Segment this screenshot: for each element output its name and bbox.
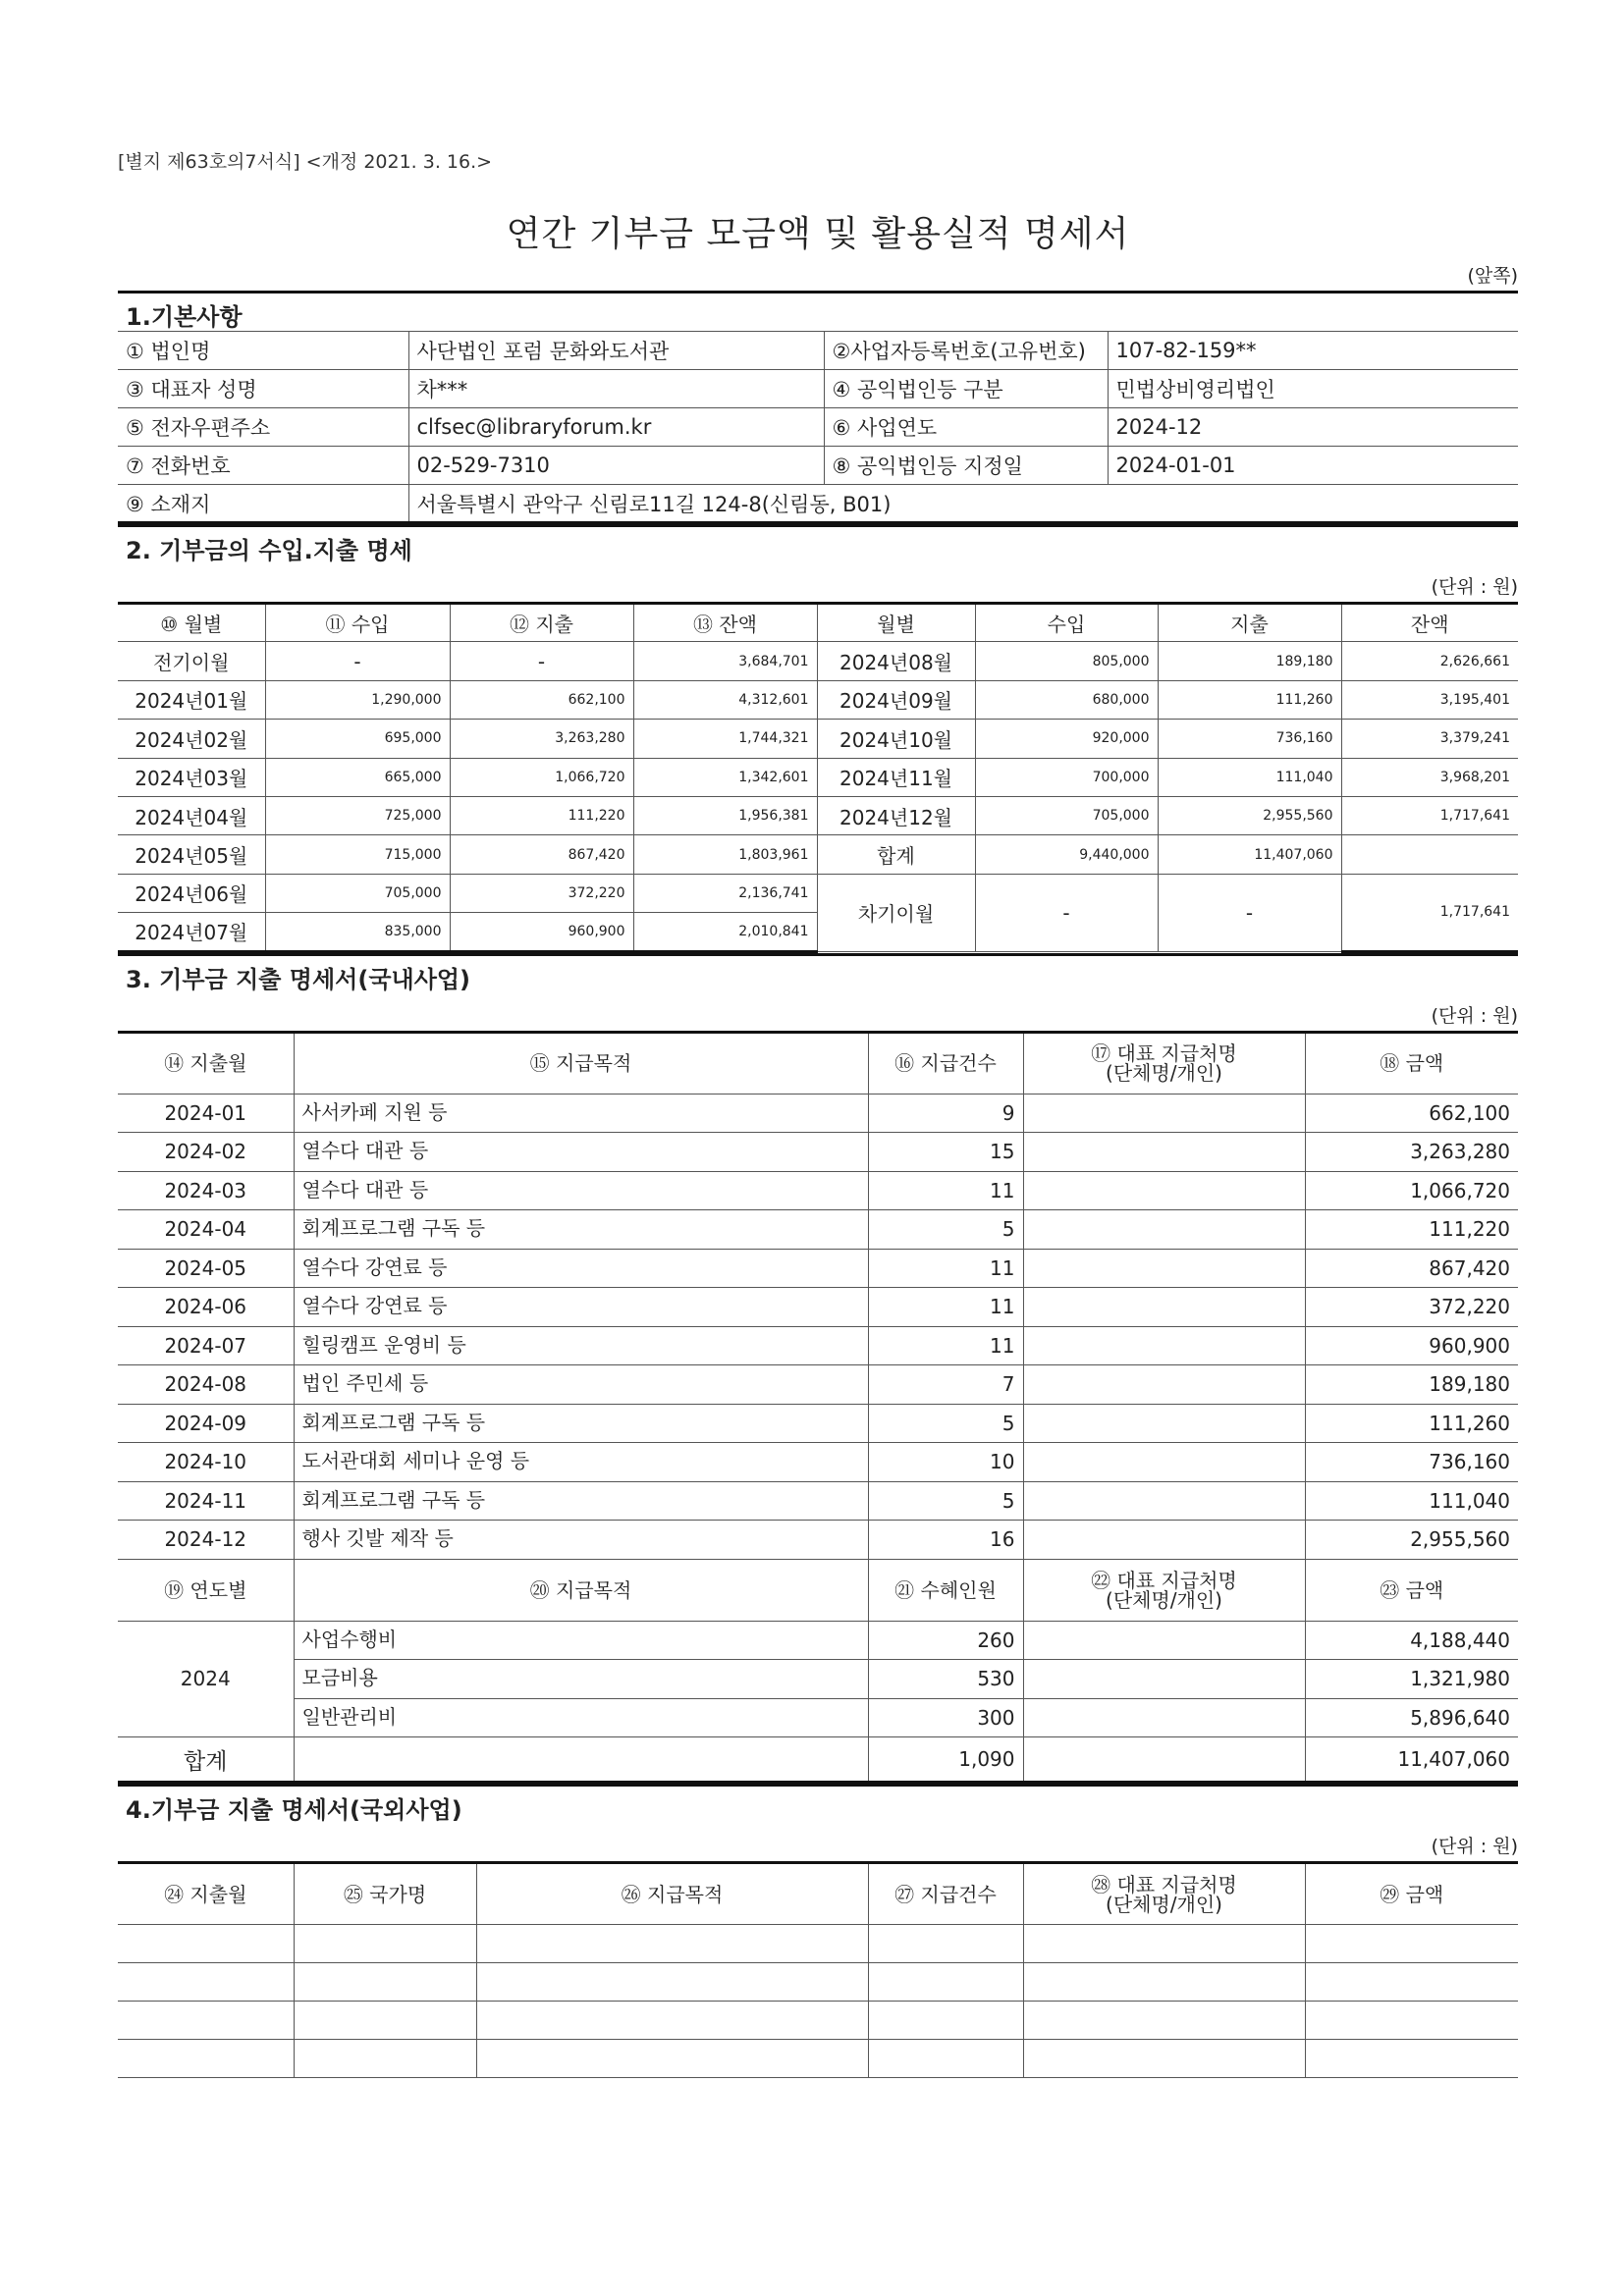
basic-info-row — [118, 370, 1518, 408]
field-value: 민법상비영리법인 — [1108, 370, 1518, 408]
purpose-cell: 일반관리비 — [294, 1698, 868, 1737]
balance-cell: 3,195,401 — [1341, 680, 1518, 719]
payee-cell — [1023, 1249, 1305, 1288]
balance-cell: 2,626,661 — [1341, 642, 1518, 680]
empty-cell — [1023, 2040, 1305, 2078]
column-header: 지출 — [1158, 604, 1341, 642]
month-cell: 2024-01 — [118, 1094, 294, 1133]
income-cell: - — [975, 874, 1158, 951]
income-cell: 695,000 — [265, 720, 450, 758]
address-value: 서울특별시 관악구 신림로11길 124-8(신림동, B01) — [408, 485, 1518, 523]
income-cell: 9,440,000 — [975, 835, 1158, 874]
amount-cell: 662,100 — [1305, 1094, 1518, 1133]
income-cell: 1,290,000 — [265, 680, 450, 719]
overseas-expense-table — [118, 1861, 1518, 2078]
table-header-row — [118, 1032, 1518, 1094]
basic-info-row — [118, 332, 1518, 370]
purpose-cell: 회계프로그램 구독 등 — [294, 1404, 868, 1443]
month-cell: 2024-07 — [118, 1326, 294, 1365]
empty-cell — [1305, 1963, 1518, 2002]
month-cell: 2024-06 — [118, 1288, 294, 1327]
total-row — [118, 1737, 1518, 1783]
income-cell: 705,000 — [265, 874, 450, 912]
column-header: ㉕ 국가명 — [294, 1863, 476, 1925]
balance-cell: 1,744,321 — [633, 720, 817, 758]
balance-cell: 2,010,841 — [633, 913, 817, 951]
payee-cell — [1023, 1404, 1305, 1443]
field-value: 107-82-159** — [1108, 332, 1518, 370]
page-title: 연간 기부금 모금액 및 활용실적 명세서 — [506, 214, 1130, 254]
empty-cell — [294, 1737, 868, 1783]
purpose-cell: 사서카페 지원 등 — [294, 1094, 868, 1133]
column-header: ⑪ 수입 — [265, 604, 450, 642]
table-row — [118, 1698, 1518, 1737]
month-cell: 2024년07월 — [118, 913, 265, 951]
basic-info-row — [118, 447, 1518, 485]
basic-info-table — [118, 331, 1518, 524]
payee-cell — [1023, 1171, 1305, 1210]
month-cell: 2024년04월 — [118, 796, 265, 834]
column-header: ㉘ 대표 지급처명 (단체명/개인) — [1023, 1863, 1305, 1925]
amount-cell: 960,900 — [1305, 1326, 1518, 1365]
column-header: ㉓ 금액 — [1305, 1559, 1518, 1621]
income-cell: 805,000 — [975, 642, 1158, 680]
empty-cell — [868, 2040, 1023, 2078]
balance-cell: 2,136,741 — [633, 874, 817, 912]
amount-cell: 111,040 — [1305, 1481, 1518, 1521]
balance-cell: 3,968,201 — [1341, 758, 1518, 796]
month-cell: 2024년12월 — [817, 796, 975, 834]
month-cell: 2024-02 — [118, 1133, 294, 1172]
month-cell: 2024-10 — [118, 1443, 294, 1482]
count-cell: 260 — [868, 1621, 1023, 1660]
payee-cell — [1023, 1481, 1305, 1521]
month-cell: 2024-08 — [118, 1365, 294, 1405]
payee-cell — [1023, 1521, 1305, 1560]
count-cell: 530 — [868, 1660, 1023, 1699]
section4-unit: (단위 : 원) — [1431, 1836, 1518, 1858]
month-cell: 2024년05월 — [118, 835, 265, 874]
purpose-cell: 법인 주민세 등 — [294, 1365, 868, 1405]
total-label: 합계 — [118, 1737, 294, 1783]
income-cell: 725,000 — [265, 796, 450, 834]
count-cell: 300 — [868, 1698, 1023, 1737]
purpose-cell: 열수다 대관 등 — [294, 1171, 868, 1210]
balance-cell — [1341, 835, 1518, 874]
expense-cell: 111,220 — [450, 796, 633, 834]
basic-info-row — [118, 485, 1518, 523]
column-header: ㉗ 지급건수 — [868, 1863, 1023, 1925]
field-label: ④ 공익법인등 구분 — [824, 370, 1108, 408]
month-cell: 전기이월 — [118, 642, 265, 680]
column-header: ⑰ 대표 지급처명 (단체명/개인) — [1023, 1032, 1305, 1094]
payee-cell — [1023, 1443, 1305, 1482]
expense-cell: 189,180 — [1158, 642, 1341, 680]
purpose-cell: 열수다 대관 등 — [294, 1133, 868, 1172]
empty-cell — [868, 1925, 1023, 1963]
count-cell: 5 — [868, 1481, 1023, 1521]
table-row — [118, 1621, 1518, 1660]
balance-cell: 3,684,701 — [633, 642, 817, 680]
column-header: ⑯ 지급건수 — [868, 1032, 1023, 1094]
year-cell: 2024 — [118, 1621, 294, 1737]
payee-cell — [1023, 1365, 1305, 1405]
field-label: ⑧ 공익법인등 지정일 — [824, 447, 1108, 485]
count-cell: 9 — [868, 1094, 1023, 1133]
table-row — [118, 680, 1518, 719]
empty-cell — [118, 1925, 294, 1963]
month-cell: 2024-12 — [118, 1521, 294, 1560]
field-label: ②사업자등록번호(고유번호) — [824, 332, 1108, 370]
income-cell: 920,000 — [975, 720, 1158, 758]
balance-cell: 4,312,601 — [633, 680, 817, 719]
balance-cell: 1,956,381 — [633, 796, 817, 834]
month-cell: 2024년03월 — [118, 758, 265, 796]
month-cell: 2024년11월 — [817, 758, 975, 796]
empty-cell — [1023, 1737, 1305, 1783]
payee-cell — [1023, 1210, 1305, 1250]
field-label: ③ 대표자 성명 — [118, 370, 408, 408]
table-row — [118, 1249, 1518, 1288]
column-header: ㉔ 지출월 — [118, 1863, 294, 1925]
column-header: ⑲ 연도별 — [118, 1559, 294, 1621]
income-expense-table — [118, 602, 1518, 953]
amount-cell: 111,260 — [1305, 1404, 1518, 1443]
purpose-cell: 도서관대회 세미나 운영 등 — [294, 1443, 868, 1482]
empty-row — [118, 1963, 1518, 2002]
domestic-expense-table — [118, 1031, 1518, 1785]
month-cell: 2024년01월 — [118, 680, 265, 719]
month-cell: 2024-03 — [118, 1171, 294, 1210]
empty-cell — [294, 2040, 476, 2078]
table-row — [118, 1171, 1518, 1210]
column-header: ㉑ 수혜인원 — [868, 1559, 1023, 1621]
balance-cell: 1,717,641 — [1341, 874, 1518, 951]
month-cell: 2024년02월 — [118, 720, 265, 758]
amount-cell: 3,263,280 — [1305, 1133, 1518, 1172]
table-row — [118, 1365, 1518, 1405]
balance-cell: 1,717,641 — [1341, 796, 1518, 834]
count-cell: 11 — [868, 1326, 1023, 1365]
table-header-row — [118, 604, 1518, 642]
income-cell: 705,000 — [975, 796, 1158, 834]
amount-cell: 1,066,720 — [1305, 1171, 1518, 1210]
column-header: ⑫ 지출 — [450, 604, 633, 642]
column-header: ⑳ 지급목적 — [294, 1559, 868, 1621]
payee-cell — [1023, 1288, 1305, 1327]
field-value: 2024-01-01 — [1108, 447, 1518, 485]
purpose-cell: 열수다 강연료 등 — [294, 1249, 868, 1288]
empty-row — [118, 2040, 1518, 2078]
payee-cell — [1023, 1660, 1305, 1699]
section2-title: 2. 기부금의 수입.지출 명세 — [118, 524, 1518, 564]
total-count: 1,090 — [868, 1737, 1023, 1783]
amount-cell: 736,160 — [1305, 1443, 1518, 1482]
table-row — [118, 1288, 1518, 1327]
table-header-row — [118, 1863, 1518, 1925]
field-label: ⑤ 전자우편주소 — [118, 408, 408, 447]
empty-cell — [476, 2040, 868, 2078]
table-row — [118, 796, 1518, 834]
income-cell: 835,000 — [265, 913, 450, 951]
column-header: ㉙ 금액 — [1305, 1863, 1518, 1925]
table-row — [118, 1521, 1518, 1560]
purpose-cell: 사업수행비 — [294, 1621, 868, 1660]
empty-cell — [118, 2002, 294, 2040]
field-label: ⑨ 소재지 — [118, 485, 408, 523]
amount-cell: 372,220 — [1305, 1288, 1518, 1327]
table-row — [118, 1210, 1518, 1250]
count-cell: 10 — [868, 1443, 1023, 1482]
column-header: ⑮ 지급목적 — [294, 1032, 868, 1094]
income-cell: - — [265, 642, 450, 680]
section3-title: 3. 기부금 지출 명세서(국내사업) — [118, 953, 1518, 993]
month-cell: 2024년09월 — [817, 680, 975, 719]
expense-cell: - — [1158, 874, 1341, 951]
table-row — [118, 874, 1518, 912]
table-row — [118, 1094, 1518, 1133]
carry-forward-label: 차기이월 — [817, 874, 975, 951]
income-cell: 680,000 — [975, 680, 1158, 719]
count-cell: 11 — [868, 1288, 1023, 1327]
month-cell: 2024년06월 — [118, 874, 265, 912]
total-amount: 11,407,060 — [1305, 1737, 1518, 1783]
month-cell: 합계 — [817, 835, 975, 874]
field-value: 02-529-7310 — [408, 447, 824, 485]
empty-cell — [1023, 1963, 1305, 2002]
empty-cell — [1023, 1925, 1305, 1963]
expense-cell: 372,220 — [450, 874, 633, 912]
table-row — [118, 1660, 1518, 1699]
field-label: ⑦ 전화번호 — [118, 447, 408, 485]
month-cell: 2024년10월 — [817, 720, 975, 758]
month-cell: 2024-04 — [118, 1210, 294, 1250]
empty-cell — [868, 1963, 1023, 2002]
empty-row — [118, 2002, 1518, 2040]
empty-cell — [476, 1963, 868, 2002]
empty-cell — [868, 2002, 1023, 2040]
expense-cell: 1,066,720 — [450, 758, 633, 796]
empty-cell — [294, 2002, 476, 2040]
table-row — [118, 758, 1518, 796]
empty-cell — [118, 1963, 294, 2002]
amount-cell: 4,188,440 — [1305, 1621, 1518, 1660]
amount-cell: 1,321,980 — [1305, 1660, 1518, 1699]
column-header: 잔액 — [1341, 604, 1518, 642]
column-header: ㉒ 대표 지급처명 (단체명/개인) — [1023, 1559, 1305, 1621]
month-cell: 2024-05 — [118, 1249, 294, 1288]
expense-cell: 111,260 — [1158, 680, 1341, 719]
payee-cell — [1023, 1133, 1305, 1172]
amount-cell: 867,420 — [1305, 1249, 1518, 1288]
table-row — [118, 1481, 1518, 1521]
section3-unit: (단위 : 원) — [1431, 1004, 1518, 1027]
empty-cell — [1023, 2002, 1305, 2040]
empty-row — [118, 1925, 1518, 1963]
payee-cell — [1023, 1326, 1305, 1365]
table-row — [118, 1133, 1518, 1172]
count-cell: 16 — [868, 1521, 1023, 1560]
purpose-cell: 모금비용 — [294, 1660, 868, 1699]
empty-cell — [294, 1925, 476, 1963]
month-cell: 2024-09 — [118, 1404, 294, 1443]
column-header: 월별 — [817, 604, 975, 642]
section1-title: 1.기본사항 — [118, 291, 1518, 331]
column-header: 수입 — [975, 604, 1158, 642]
empty-cell — [1305, 2040, 1518, 2078]
table-row — [118, 720, 1518, 758]
count-cell: 15 — [868, 1133, 1023, 1172]
table-row — [118, 642, 1518, 680]
expense-cell: 662,100 — [450, 680, 633, 719]
amount-cell: 5,896,640 — [1305, 1698, 1518, 1737]
expense-cell: 111,040 — [1158, 758, 1341, 796]
empty-cell — [1305, 2002, 1518, 2040]
field-value: clfsec@libraryforum.kr — [408, 408, 824, 447]
empty-cell — [476, 1925, 868, 1963]
expense-cell: - — [450, 642, 633, 680]
empty-cell — [118, 2040, 294, 2078]
column-header: ⑬ 잔액 — [633, 604, 817, 642]
month-cell: 2024-11 — [118, 1481, 294, 1521]
basic-info-row — [118, 408, 1518, 447]
table-header-row — [118, 1559, 1518, 1621]
balance-cell: 3,379,241 — [1341, 720, 1518, 758]
table-row — [118, 1443, 1518, 1482]
count-cell: 7 — [868, 1365, 1023, 1405]
payee-cell — [1023, 1621, 1305, 1660]
income-cell: 665,000 — [265, 758, 450, 796]
expense-cell: 867,420 — [450, 835, 633, 874]
table-row — [118, 835, 1518, 874]
payee-cell — [1023, 1698, 1305, 1737]
expense-cell: 736,160 — [1158, 720, 1341, 758]
field-label: ① 법인명 — [118, 332, 408, 370]
payee-cell — [1023, 1094, 1305, 1133]
side-note: (앞쪽) — [1467, 265, 1518, 287]
count-cell: 5 — [868, 1210, 1023, 1250]
amount-cell: 2,955,560 — [1305, 1521, 1518, 1560]
count-cell: 5 — [868, 1404, 1023, 1443]
month-cell: 2024년08월 — [817, 642, 975, 680]
expense-cell: 2,955,560 — [1158, 796, 1341, 834]
amount-cell: 111,220 — [1305, 1210, 1518, 1250]
expense-cell: 11,407,060 — [1158, 835, 1341, 874]
field-label: ⑥ 사업연도 — [824, 408, 1108, 447]
count-cell: 11 — [868, 1171, 1023, 1210]
income-cell: 700,000 — [975, 758, 1158, 796]
form-number: [별지 제63호의7서식] <개정 2021. 3. 16.> — [118, 151, 493, 173]
count-cell: 11 — [868, 1249, 1023, 1288]
expense-cell: 3,263,280 — [450, 720, 633, 758]
document-page — [118, 147, 1518, 2078]
income-cell: 715,000 — [265, 835, 450, 874]
section2-unit: (단위 : 원) — [1431, 576, 1518, 598]
empty-cell — [1305, 1925, 1518, 1963]
purpose-cell: 열수다 강연료 등 — [294, 1288, 868, 1327]
balance-cell: 1,803,961 — [633, 835, 817, 874]
empty-cell — [476, 2002, 868, 2040]
column-header: ㉖ 지급목적 — [476, 1863, 868, 1925]
field-value: 2024-12 — [1108, 408, 1518, 447]
purpose-cell: 힐링캠프 운영비 등 — [294, 1326, 868, 1365]
column-header: ⑩ 월별 — [118, 604, 265, 642]
field-value: 차*** — [408, 370, 824, 408]
purpose-cell: 회계프로그램 구독 등 — [294, 1210, 868, 1250]
column-header: ⑱ 금액 — [1305, 1032, 1518, 1094]
expense-cell: 960,900 — [450, 913, 633, 951]
table-row — [118, 1326, 1518, 1365]
purpose-cell: 회계프로그램 구독 등 — [294, 1481, 868, 1521]
balance-cell: 1,342,601 — [633, 758, 817, 796]
section4-title: 4.기부금 지출 명세서(국외사업) — [118, 1784, 1518, 1824]
purpose-cell: 행사 깃발 제작 등 — [294, 1521, 868, 1560]
field-value: 사단법인 포럼 문화와도서관 — [408, 332, 824, 370]
empty-cell — [294, 1963, 476, 2002]
column-header: ⑭ 지출월 — [118, 1032, 294, 1094]
amount-cell: 189,180 — [1305, 1365, 1518, 1405]
table-row — [118, 1404, 1518, 1443]
